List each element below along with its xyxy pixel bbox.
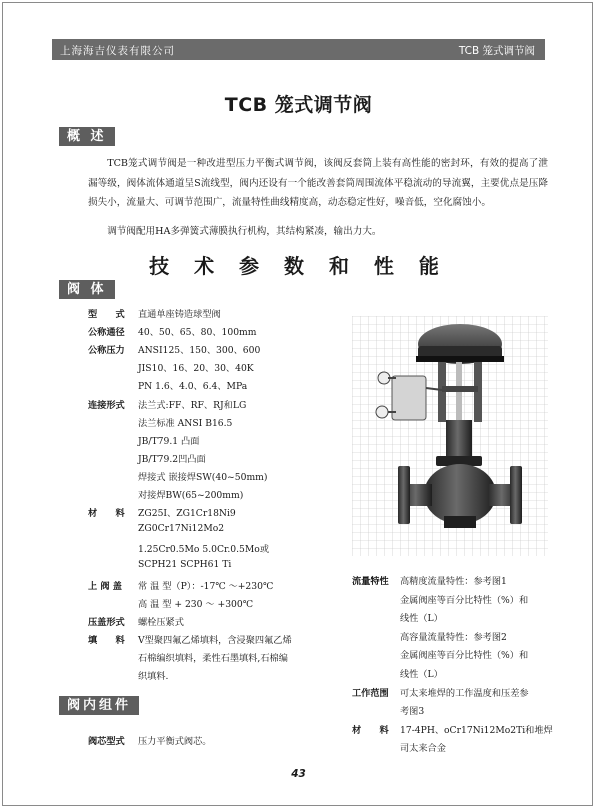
spec-label: 流量特性 bbox=[352, 576, 389, 587]
spec-value: 石棉编织填料，柔性石墨填料,石棉编 bbox=[138, 652, 288, 664]
spec-value: 常 温 型（P）：-17℃ ～+230℃ bbox=[138, 580, 274, 592]
spec-value: 金属阀座等百分比特性（%）和 bbox=[400, 650, 529, 662]
page-header bbox=[52, 39, 545, 60]
spec-value: 考图3 bbox=[400, 706, 425, 718]
spec-value: 线性（L） bbox=[400, 613, 443, 625]
spec-label: 上 阀 盖 bbox=[88, 580, 122, 592]
spec-value: ANSI125、150、300、600 bbox=[138, 345, 261, 357]
overview-paragraph-1: TCB笼式调节阀是一种改进型压力平衡式调节阀，该阀反套筒上装有高性能的密封环，有效的提高了泄漏等级，阀体流体通道呈S流线型，阀内还设有一个能改善套筒周围流体平稳流动的导流翼，主要优点是压降损失小，流量大、可调节范围广，流量特性曲线精度高，动态稳定性好，噪音低，空化腐蚀小。 bbox=[88, 158, 548, 208]
spec-value: 高精度流量特性：参考图1 bbox=[400, 576, 507, 587]
spec-value: PN 1.6、4.0、6.4、MPa bbox=[138, 381, 248, 393]
spec-value: 直通单座铸造球型阀 bbox=[138, 309, 221, 320]
spec-label: 型 式 bbox=[88, 309, 125, 320]
spec-value: 法兰标准 ANSI B16.5 bbox=[138, 417, 233, 429]
spec-label: 填 料 bbox=[88, 634, 125, 646]
valve-photo bbox=[352, 316, 548, 556]
spec-value: ZG25I、ZG1Cr18Ni9 bbox=[138, 508, 236, 520]
spec-value: 对接焊BW(65~200mm) bbox=[138, 490, 244, 501]
spec-label-plug-type: 阀芯型式 bbox=[88, 736, 125, 747]
overview-paragraph-2: 调节阀配用HA多弹簧式薄膜执行机构，其结构紧凑，输出力大。 bbox=[107, 226, 382, 237]
spec-value: 螺栓压紧式 bbox=[138, 616, 184, 628]
spec-label: 连接形式 bbox=[88, 399, 125, 411]
spec-value: 17-4PH、oCr17Ni12Mo2Ti和堆焊 bbox=[400, 724, 553, 736]
section-internals-heading: 阀内组件 bbox=[59, 696, 139, 715]
spec-value: 司太来合金 bbox=[400, 743, 446, 755]
spec-value: 高容量流量特性：参考图2 bbox=[400, 631, 507, 643]
section-body-heading: 阀 体 bbox=[59, 280, 115, 299]
spec-value: 1.25Cr0.5Mo 5.0Cr.0.5Mo或 bbox=[138, 544, 270, 556]
section-overview-heading: 概 述 bbox=[59, 127, 115, 146]
page-title: TCB 笼式调节阀 bbox=[224, 94, 373, 116]
spec-value: JB/T79.2凹凸面 bbox=[138, 453, 206, 465]
spec-label: 材 料 bbox=[352, 724, 389, 736]
spec-value: 可太来堆焊的工作温度和压差参 bbox=[400, 687, 529, 699]
spec-value: ZG0Cr17Ni12Mo2 bbox=[138, 523, 225, 535]
spec-value: JIS10、16、20、30、40K bbox=[138, 363, 254, 375]
spec-value: 金属阀座等百分比特性（%）和 bbox=[400, 594, 529, 606]
spec-value: 织填料. bbox=[138, 671, 169, 682]
spec-value: 线性（L） bbox=[400, 669, 443, 680]
spec-value: SCPH21 SCPH61 Ti bbox=[138, 559, 232, 571]
spec-value: 焊接式 嵌接焊SW(40~50mm) bbox=[138, 471, 268, 483]
page-number: 43 bbox=[291, 768, 306, 780]
spec-label: 压盖形式 bbox=[88, 616, 125, 628]
spec-value: V型聚四氟乙烯填料，含浸聚四氟乙烯 bbox=[138, 634, 292, 646]
header-section-title: TCB 笼式调节阀 bbox=[458, 45, 535, 57]
spec-value-plug-type: 压力平衡式阀芯。 bbox=[138, 736, 212, 747]
spec-value: JB/T79.1 凸面 bbox=[138, 435, 200, 447]
spec-label: 公称压力 bbox=[88, 345, 125, 357]
spec-value: 法兰式:FF、RF、RJ和LG bbox=[138, 399, 247, 411]
company-name: 上海海吉仪表有限公司 bbox=[60, 45, 175, 57]
spec-value: 高 温 型 + 230 ～ +300℃ bbox=[138, 598, 254, 610]
spec-label: 公称通径 bbox=[88, 327, 125, 339]
spec-label: 材 料 bbox=[88, 508, 125, 520]
spec-value: 40、50、65、80、100mm bbox=[138, 327, 257, 339]
spec-label: 工作范围 bbox=[352, 687, 389, 699]
tech-params-title: 技 术 参 数 和 性 能 bbox=[149, 254, 448, 278]
